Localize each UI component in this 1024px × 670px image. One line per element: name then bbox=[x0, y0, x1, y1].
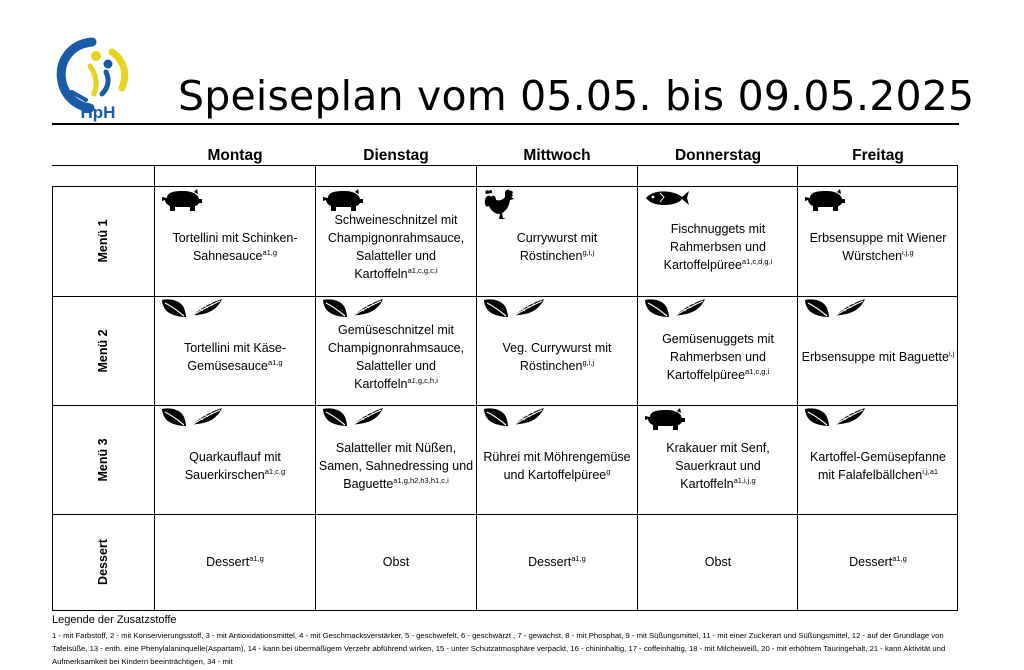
diet-icons bbox=[804, 407, 866, 435]
fish-icon bbox=[644, 188, 690, 208]
dish-text: Gemüseschnitzel mit Champignonrahmsauce, Salatteller und Kartoffeln$^{a1,g,c,h,i}$ bbox=[327, 322, 465, 391]
menu-cell-dessert-thursday bbox=[638, 514, 798, 610]
legend-title: Legende der Zusatzstoffe bbox=[52, 614, 177, 626]
pig-icon bbox=[161, 188, 203, 212]
diet-icons bbox=[483, 298, 545, 326]
allergen-codes: g,i,j bbox=[582, 248, 595, 257]
allergen-codes: a1,g bbox=[892, 554, 907, 563]
menu-cell-menu-2-monday bbox=[155, 296, 315, 405]
pig-icon bbox=[322, 188, 364, 212]
leaf-icon bbox=[644, 298, 670, 318]
leaf-icon bbox=[804, 407, 830, 427]
feather-icon bbox=[513, 407, 545, 427]
diet-icons bbox=[161, 407, 223, 435]
feather-icon bbox=[834, 298, 866, 318]
allergen-codes: i,j,g bbox=[902, 248, 914, 257]
dish-text: Kartoffel-Gemüsepfanne mit Falafelbällchen$^{i,j,a1}$ bbox=[810, 449, 946, 482]
dish-text: Obst bbox=[382, 555, 410, 569]
title-rule bbox=[52, 123, 959, 125]
menu-cell-menu-1-monday bbox=[155, 186, 315, 296]
allergen-codes: a1,g bbox=[262, 248, 278, 257]
hph-logo bbox=[52, 34, 144, 122]
legend-text: 1 - mit Farbstoff, 2 - mit Konservierungsstoff, 3 - mit Antioxidationsmittel, 4 - mit Geschmacksverstärker, 5 - geschwefelt, 6 - geschwärzt , 7 - gewachst, 8 - mit Phosphat, 9 - mit Süßungsmittel, 11 - mit einer Zuckerart und Süßungsmittel, 12 - auf der Grundlage von Tafelsüße, 13 - enth. eine Phenylalaninquelle(Aspartam), 14 - kann bei übermäßigem Verzehr abführend wirken, 15 - unter Schutzatmosphäre verpackt, 16 - chininhaltig, 17 - coffeinhaltig, 18 - mit Milcheiweiß, 20 - mit erhöhtem Tauringehalt, 21 - kann Aktivität und Aufmerksamkeit bei Kindern beeinträchtigen, 34 - mit bbox=[52, 631, 946, 666]
dish-text: Schweineschnitzel mit Champignonrahmsauce, Salatteller und Kartoffeln$^{a1,c,g,c,i}$ bbox=[327, 213, 465, 281]
menu-cell-menu-1-tuesday bbox=[316, 186, 476, 296]
allergen-codes: a1,g bbox=[249, 554, 264, 563]
dish-text: Rührei mit Möhrengemüse und Kartoffelpüree$^g$ bbox=[483, 449, 631, 482]
menu-cell-menu-1-wednesday bbox=[477, 186, 637, 296]
dish-text: Erbsensuppe mit Baguette$^{i,j}$ bbox=[801, 348, 955, 364]
diet-icons bbox=[483, 407, 545, 435]
allergen-codes: a1,g,h2,h3,h1,c,i bbox=[393, 475, 449, 485]
dish-text: Dessert$^{a1,g}$ bbox=[528, 554, 586, 569]
legend bbox=[52, 614, 962, 668]
allergen-codes: a1,g,c,h,i bbox=[407, 375, 438, 385]
allergen-codes: i,j bbox=[948, 348, 955, 358]
dish-text: Erbsensuppe mit Wiener Würstchen$^{i,j,g}$ bbox=[809, 231, 947, 263]
table-line bbox=[52, 610, 958, 611]
dish-text: Tortellini mit Schinken-Sahnesauce$^{a1,g}$ bbox=[172, 231, 298, 263]
feather-icon bbox=[674, 298, 706, 318]
diet-icons bbox=[644, 298, 706, 326]
menu-cell-menu-1-thursday bbox=[638, 186, 798, 296]
allergen-codes: a1,c,g,c,i bbox=[407, 266, 438, 275]
menu-cell-menu-3-thursday bbox=[638, 405, 798, 514]
diet-icons bbox=[322, 407, 384, 435]
day-header-friday: Freitag bbox=[852, 147, 904, 164]
chicken-icon bbox=[483, 188, 517, 222]
dish-text: Dessert$^{a1,g}$ bbox=[206, 554, 264, 569]
feather-icon bbox=[513, 298, 545, 318]
day-header-thursday: Donnerstag bbox=[674, 147, 762, 164]
menu-cell-dessert-monday bbox=[155, 514, 315, 610]
menu-cell-menu-2-wednesday bbox=[477, 296, 637, 405]
allergen-codes: a1,c,d,g,i bbox=[741, 257, 773, 266]
diet-icons bbox=[804, 298, 866, 326]
row-label-menu-1: Menü 1 bbox=[96, 219, 110, 263]
allergen-codes: a1,i,j,g bbox=[733, 475, 756, 485]
diet-icons bbox=[161, 298, 223, 326]
dish-text: Tortellini mit Käse-Gemüsesauce$^{a1,g}$ bbox=[183, 340, 287, 373]
dish-text: Obst bbox=[704, 555, 732, 569]
allergen-codes: i,j,a1 bbox=[922, 466, 939, 476]
pig-icon bbox=[804, 188, 846, 212]
leaf-icon bbox=[322, 407, 348, 427]
allergen-codes: g,i,j bbox=[582, 357, 595, 367]
diet-icons bbox=[644, 407, 686, 435]
leaf-icon bbox=[322, 298, 348, 318]
leaf-icon bbox=[804, 298, 830, 318]
dish-text: Krakauer mit Senf, Sauerkraut und Kartoffeln$^{a1,i,j,g}$ bbox=[666, 440, 770, 491]
leaf-icon bbox=[161, 407, 187, 427]
menu-cell-dessert-friday bbox=[798, 514, 958, 610]
row-label-menu-2: Menü 2 bbox=[96, 328, 110, 373]
menu-cell-dessert-tuesday bbox=[316, 514, 476, 610]
table-line bbox=[52, 165, 958, 166]
dish-text: Quarkauflauf mit Sauerkirschen$^{a1,c,g}$ bbox=[184, 449, 286, 482]
allergen-codes: a1,c,g,i bbox=[745, 366, 770, 376]
day-header-tuesday: Dienstag bbox=[363, 147, 429, 164]
menu-cell-menu-2-tuesday bbox=[316, 296, 476, 405]
leaf-icon bbox=[161, 298, 187, 318]
row-label-dessert: Dessert bbox=[96, 539, 110, 585]
day-header-wednesday: Mittwoch bbox=[523, 147, 591, 164]
allergen-codes: g bbox=[606, 466, 611, 476]
allergen-codes: a1,g bbox=[571, 554, 586, 563]
diet-icons bbox=[483, 188, 517, 216]
allergen-codes: a1,c,g bbox=[264, 466, 286, 476]
feather-icon bbox=[352, 298, 384, 318]
dish-text: Gemüsenuggets mit Rahmerbsen und Kartoffelpüree$^{a1,c,g,i}$ bbox=[662, 331, 774, 382]
day-header-monday: Montag bbox=[207, 147, 263, 164]
pig-icon bbox=[644, 407, 686, 431]
menu-cell-dessert-wednesday bbox=[477, 514, 637, 610]
svg-text:HpH: HpH bbox=[80, 103, 116, 122]
row-label-menu-3: Menü 3 bbox=[96, 437, 110, 482]
feather-icon bbox=[352, 407, 384, 427]
menu-cell-menu-2-thursday bbox=[638, 296, 798, 405]
dish-text: Veg. Currywurst mit Röstinchen$^{g,i,j}$ bbox=[502, 340, 612, 373]
dish-text: Currywurst mit Röstinchen$^{g,i,j}$ bbox=[516, 231, 598, 263]
diet-icons bbox=[804, 188, 846, 216]
diet-icons bbox=[644, 188, 690, 216]
menu-cell-menu-3-wednesday bbox=[477, 405, 637, 514]
feather-icon bbox=[191, 407, 223, 427]
menu-cell-menu-1-friday bbox=[798, 186, 958, 296]
dish-text: Dessert$^{a1,g}$ bbox=[849, 554, 907, 569]
dish-text: Fischnuggets mit Rahmerbsen und Kartoffelpüree$^{a1,c,d,g,i}$ bbox=[663, 222, 773, 272]
page-title: Speiseplan vom 05.05. bis 09.05.2025 bbox=[178, 72, 975, 120]
menu-cell-menu-3-friday bbox=[798, 405, 958, 514]
menu-cell-menu-2-friday bbox=[798, 296, 958, 405]
allergen-codes: a1,g bbox=[268, 357, 283, 367]
feather-icon bbox=[834, 407, 866, 427]
menu-table bbox=[52, 140, 958, 611]
leaf-icon bbox=[483, 298, 509, 318]
feather-icon bbox=[191, 298, 223, 318]
diet-icons bbox=[161, 188, 203, 216]
menu-cell-menu-3-monday bbox=[155, 405, 315, 514]
menu-cell-menu-3-tuesday bbox=[316, 405, 476, 514]
leaf-icon bbox=[483, 407, 509, 427]
dish-text: Salatteller mit Nüßen, Samen, Sahnedressing und Baguette$^{a1,g,h2,h3,h1,c,i}$ bbox=[318, 440, 474, 491]
